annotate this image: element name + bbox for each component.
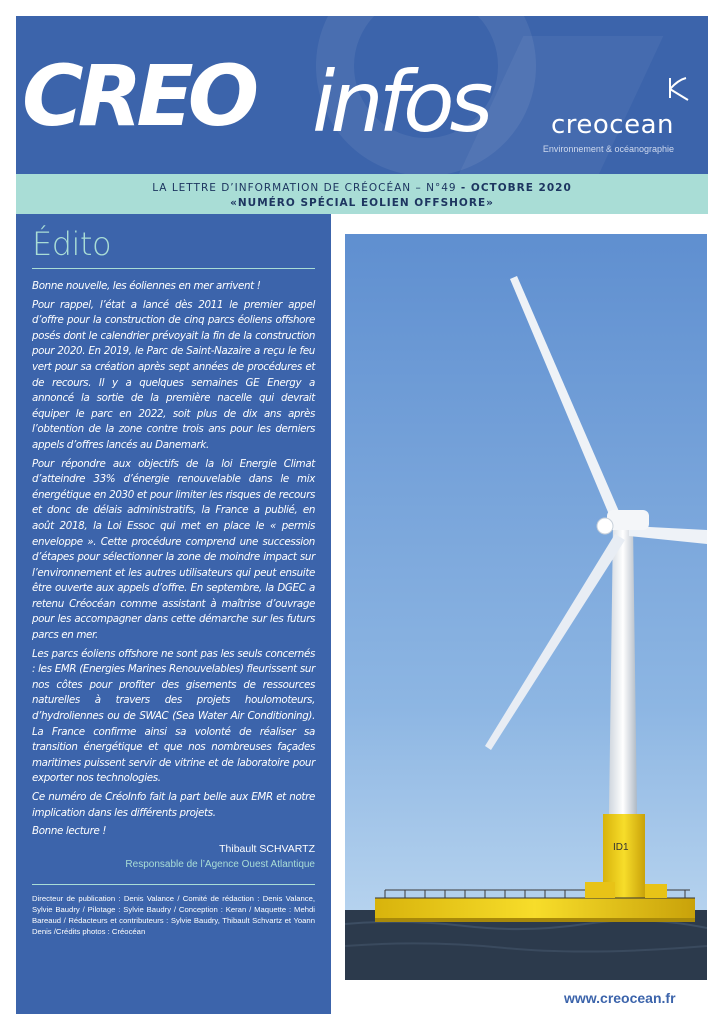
issue-banner [16,174,708,214]
issue-line [16,181,708,196]
sky [345,234,707,910]
edito-column [16,214,331,1014]
wind-turbine-photo [345,234,707,980]
tower-label: ID1 [613,842,629,853]
logo-creo: CREO [22,47,254,145]
edito-paragraph: Pour rappel, l’état a lancé dès 2011 le premier appel d’offre pour la construction de cinq parcs éoliens offshore posés dont le calendrier prévoyait la fin de la construction pour 2020. En 2019, le Parc de Saint-Nazaire a reçu le feu vert pour sa création après sept années de procédures et de recours. Il y a quelques semaines GE Energy a annoncé la sortie de la première nacelle qui devrait équiper le parc en 2022, soit plus de dix ans après l’obtention de la zone contre trois ans pour les derniers appels d’offres lancés au Danemark. [32,298,315,451]
turbine-tower [609,524,637,814]
edito-paragraph: Pour répondre aux objectifs de la loi Energie Climat d’atteindre 33% d’énergie renouvelable dans le mix énergétique en 2030 et pour limiter les risques de recours et donc de délais administratifs, la France a publié, en août 2018, la Loi Essoc qui met en place le « permis enveloppe ». Cette procédure comprend une succession d’étapes pour sélectionner la zone de moindre impact sur l’environnement et les autres utilisateurs qui peut ensuite être ouverte aux appels d’offre. En septembre, la DGEC a retenu Créocéan comme assistant à maîtrise d’ouvrage pour les accompagner dans cette démarche sur les futurs parcs en mer. [32,457,315,642]
edito-paragraph: Ce numéro de CréoInfo fait la part belle aux EMR et notre implication dans les différents projets. [32,791,315,819]
edito-paragraph: Bonne lecture ! [32,825,107,838]
turbine-hub [597,518,613,534]
edito-paragraph: Les parcs éoliens offshore ne sont pas les seuls concernés : les EMR (Energies Marines Renouvelables) fleurissent sur nos côtes pour profiter des gisements de ressources naturelles à travers des projets houlomoteurs, d’hydroliennes ou de SWAC (Sea Water Air Conditioning). La France confirme ainsi sa volonté de réaliser sa transition énergétique et que nos nombreuses façades maritimes puissent servir de vitrine et de laboratoire pour exporter nos technologies. [32,647,315,785]
foundation-platform [375,898,695,920]
brand-name: creocean [550,110,674,140]
masthead [16,16,708,174]
brand-tagline: Environnement & océanographie [542,144,674,154]
issue-special: «NUMÉRO SPÉCIAL EOLIEN OFFSHORE» [230,197,494,209]
edito-title: Édito [32,228,315,269]
creocean-logo-icon [666,76,690,106]
issue-date: - OCTOBRE 2020 [460,182,572,194]
issue-number: LA LETTRE D’INFORMATION DE CRÉOCÉAN – N°49 [152,182,461,194]
publication-credits: Directeur de publication : Denis Valance / Comité de rédaction : Denis Valance, Sylvie Baudry / Pilotage : Sylvie Baudry / Conception : Keran / Maquette : Mehdi Bareaud / Rédacteurs et contributeurs : Sylvie Baudry, Thibault Schvartz et Yoann Denis /Crédits photos : Créocéan [32,893,315,936]
signature-role: Responsable de l’Agence Ouest Atlantique [32,859,315,885]
signature-name: Thibault SCHVARTZ [219,842,315,855]
website-link[interactable]: www.creocean.fr [564,990,676,1006]
edito-paragraph: Bonne nouvelle, les éoliennes en mer arrivent ! [32,280,261,292]
logo-infos: infos [312,53,489,151]
